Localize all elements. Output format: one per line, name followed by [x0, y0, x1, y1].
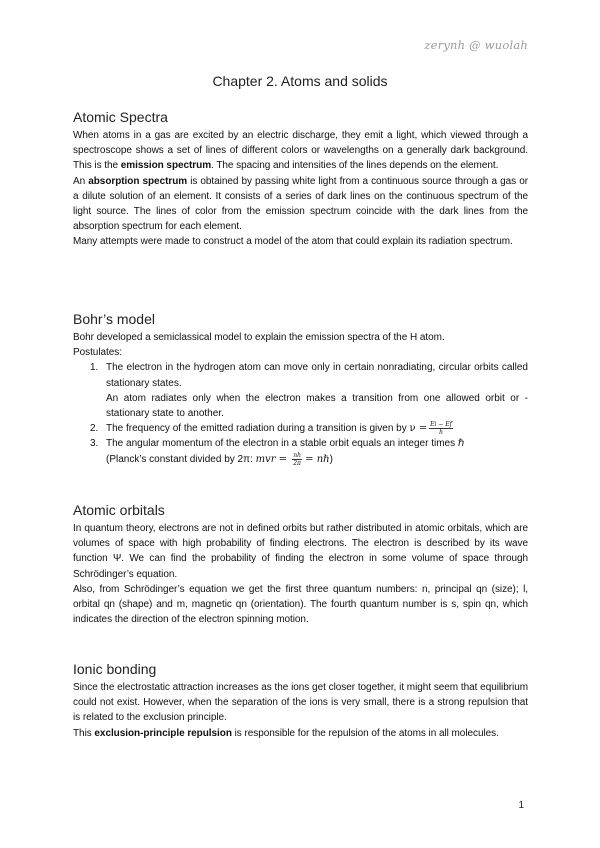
- chapter-title: Chapter 2. Atoms and solids: [212, 73, 388, 89]
- section-bohr-model: [73, 311, 528, 467]
- list-number: 3.: [90, 438, 99, 450]
- paragraph: This exclusion-principle repulsion is responsible for the repulsion of the atoms in all molecules.: [73, 727, 499, 739]
- section-atomic-orbitals: [73, 502, 528, 627]
- list-number: 2.: [90, 423, 99, 435]
- page-number: 1: [518, 800, 524, 811]
- paragraph: When atoms in a gas are excited by an electric discharge, they emit a light, which viewed through a spectroscope shows a set of lines of different colors or wavelengths on a generally dark background. This is the emission spectrum. The spacing and intensities of the lines depends on the element.: [73, 130, 528, 172]
- paragraph: In quantum theory, electrons are not in defined orbits but rather distributed in atomic orbitals, which are volumes of space with high probability of finding electrons. The electron is described by its wave function Ψ. We can find the probability of finding the electron in some volume of space through Schrödinger’s equation.: [73, 523, 528, 580]
- section-ionic-bonding: [73, 661, 528, 741]
- section-atomic-spectra: [73, 109, 528, 250]
- postulates-list: [73, 360, 528, 466]
- postulates-label: Postulates:: [73, 347, 122, 359]
- paragraph: Also, from Schrödinger’s equation we get the first three quantum numbers: n, principal qn (size); l, orbital qn (shape) and m, magnetic qn (orientation). The fourth quantum number is s, spin qn, which indicates the direction of the electron spinning motion.: [73, 583, 528, 626]
- formula: ν = $\frac{Ei - Ef}{h}$: [409, 421, 452, 437]
- watermark: zerynh @ wuolah: [424, 38, 528, 52]
- section-title: Atomic Spectra: [73, 109, 168, 125]
- paragraph: An absorption spectrum is obtained by passing white light from a continuous source through a gas or a dilute solution of an element. It consists of a series of dark lines on the continuous spectrum of the light source. The lines of color from the emission spectrum coincide with the dark lines from the absorption spectrum for each element.: [73, 175, 528, 233]
- paragraph: Bohr developed a semiclassical model to explain the emission spectra of the H atom.: [73, 332, 445, 343]
- paragraph: Since the electrostatic attraction increases as the ions get closer together, it might seem that equilibrium could not exist. However, when the separation of the ions is very small, there is a strong repulsion that is related to the exclusion principle.: [73, 682, 528, 724]
- formula: mvr = $\frac{nh}{2\pi}$ = nℏ: [255, 451, 330, 467]
- list-item: 1. The electron in the hydrogen atom can move only in certain nonradiating, circular orbits called stationary states. An atom radiates only when the electron makes a transition from one allowed orbit or -stationary state to another.: [90, 362, 528, 420]
- list-item: 2. The frequency of the emitted radiation during a transition is given by ν = $\frac{Ei - Ef}{h}$: [90, 421, 452, 437]
- section-title: Ionic bonding: [73, 661, 157, 677]
- list-item: 3. The angular momentum of the electron in a stable orbit equals an integer times ℏ (Planck’s constant divided by 2π: mvr = $\frac{nh}{2\pi}$ = nℏ): [90, 438, 465, 467]
- list-number: 1.: [90, 362, 99, 374]
- paragraph: Many attempts were made to construct a model of the atom that could explain its radiation spectrum.: [73, 236, 513, 248]
- section-title: Bohr’s model: [73, 311, 155, 327]
- section-title: Atomic orbitals: [73, 502, 165, 518]
